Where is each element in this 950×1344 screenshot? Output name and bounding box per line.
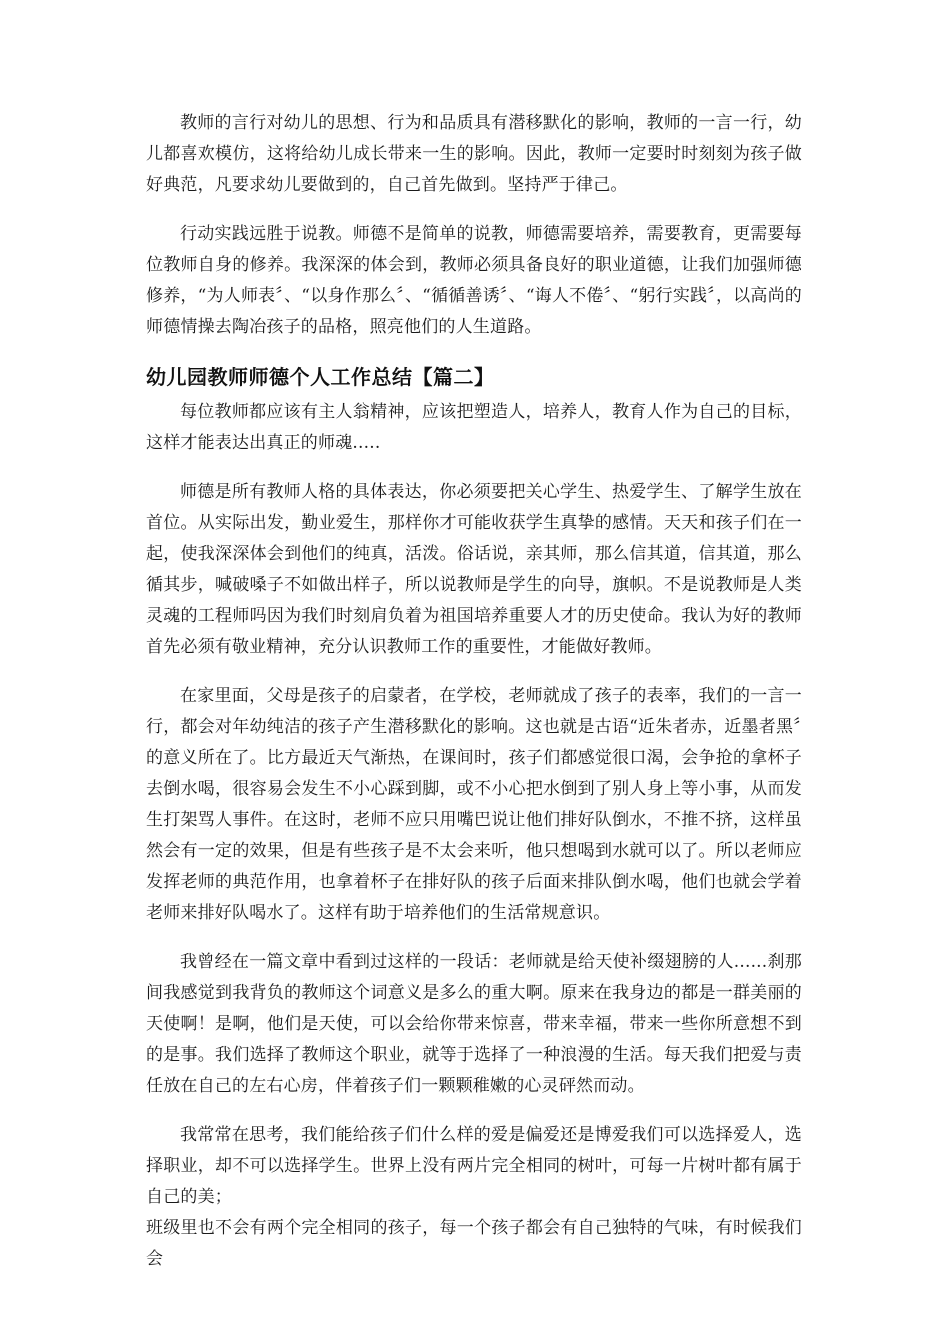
section-heading: 幼儿园教师师德个人工作总结【篇二】	[146, 365, 495, 389]
paragraph-section-3: 在家里面，父母是孩子的启蒙者，在学校，老师就成了孩子的表率，我们的一言一行，都会对年幼纯洁的孩子产生潜移默化的影响。这也就是古语“近朱者赤，近墨者黑〞的意义所在了。比方最近天气渐热，在课间时，孩子们都感觉很口渴，会争抢的拿杯子去倒水喝，很容易会发生不小心踩到脚，或不小心把水倒到了别人身上等小事，从而发生打架骂人事件。在这时，老师不应只用嘴巴说让他们排好队倒水，不推不挤，这样虽然会有一定的效果，但是有些孩子是不太会来听，他只想喝到水就可以了。所以老师应发挥老师的典范作用，也拿着杯子在排好队的孩子后面来排队倒水喝，他们也就会学着老师来排好队喝水了。这样有助于培养他们的生活常规意识。	[146, 686, 802, 923]
paragraph-section-4: 我曾经在一篇文章中看到过这样的一段话：老师就是给天使补缀翅膀的人......刹那间我感觉到我背负的教师这个词意义是多么的重大啊。原来在我身边的都是一群美丽的天使啊！是啊，他们是天使，可以会给你带来惊喜，带来幸福，带来一些你所意想不到的是事。我们选择了教师这个职业，就等于选择了一种浪漫的生活。每天我们把爱与责任放在自己的左右心房，伴着孩子们一颗颗稚嫩的心灵砰然而动。	[146, 952, 802, 1096]
paragraph-section-5: 我常常在思考，我们能给孩子们什么样的爱是偏爱还是博爱我们可以选择爱人，选择职业，却不可以选择学生。世界上没有两片完全相同的树叶，可每一片树叶都有属于自己的美；	[146, 1125, 802, 1207]
paragraph-section-1: 每位教师都应该有主人翁精神，应该把塑造人，培养人，教育人作为自己的目标，这样才能表达出真正的师魂.....	[146, 402, 802, 453]
paragraph-intro-2: 行动实践远胜于说教。师德不是简单的说教，师德需要培养，需要教育，更需要每位教师自身的修养。我深深的体会到，教师必须具备良好的职业道德，让我们加强师德修养，“为人师表〞、“以身作那么〞、“循循善诱〞、“诲人不倦〞、“躬行实践〞，以高尚的师德情操去陶冶孩子的品格，照亮他们的人生道路。	[146, 224, 802, 337]
paragraph-section-2: 师德是所有教师人格的具体表达，你必须要把关心学生、热爱学生、了解学生放在首位。从实际出发，勤业爱生，那样你才可能收获学生真挚的感情。天天和孩子们在一起，使我深深体会到他们的纯真，活泼。俗话说，亲其师，那么信其道，信其道，那么循其步，喊破嗓子不如做出样子，所以说教师是学生的向导，旗帜。不是说教师是人类灵魂的工程师吗因为我们时刻肩负着为祖国培养重要人才的历史使命。我认为好的教师首先必须有敬业精神，充分认识教师工作的重要性，才能做好教师。	[146, 482, 802, 657]
paragraph-section-6: 班级里也不会有两个完全相同的孩子，每一个孩子都会有自己独特的气味，有时候我们会	[146, 1218, 802, 1269]
document-body	[146, 108, 802, 1275]
paragraph-intro-1: 教师的言行对幼儿的思想、行为和品质具有潜移默化的影响，教师的一言一行，幼儿都喜欢模仿，这将给幼儿成长带来一生的影响。因此，教师一定要时时刻刻为孩子做好典范，凡要求幼儿要做到的，自己首先做到。坚持严于律己。	[146, 113, 802, 195]
